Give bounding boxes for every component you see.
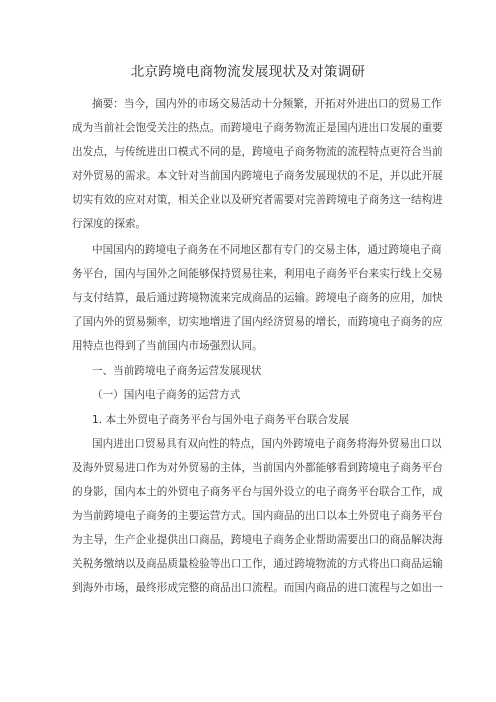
document-title: 北京跨境电商物流发展现状及对策调研 <box>130 64 366 80</box>
subsection-heading: （一）国内电子商务的运营方式 <box>92 389 241 401</box>
subsubsection-heading: 1. 本土外贸电子商务平台与国外电子商务平台联合发展 <box>92 414 350 426</box>
abstract-line: 对外贸易的需求。本文针对当前国内跨境电子商务发展现状的不足，并以此开展 <box>72 170 443 182</box>
paragraph-line: 到海外市场，最终形成完整的商品出口流程。而国内商品的进口流程与之如出一 <box>72 582 443 594</box>
abstract-line: 行深度的探索。 <box>72 218 147 230</box>
section-heading: 一、当前跨境电子商务运营发展现状 <box>92 365 262 377</box>
paragraph-line: 国内进出口贸易具有双向性的特点，国内外跨境电子商务将海外贸易出口以 <box>92 438 442 450</box>
abstract-line: 摘要：当今，国内外的市场交易活动十分频繁，开拓对外进出口的贸易工作 <box>92 98 442 110</box>
paragraph-line: 用特点也得到了当前国内市场强烈认同。 <box>72 340 263 352</box>
paragraph-line: 中国国内的跨境电子商务在不同地区都有专门的交易主体，通过跨境电子商 <box>92 244 442 256</box>
abstract-line: 成为当前社会饱受关注的热点。而跨境电子商务物流正是国内进出口发展的重要 <box>72 122 443 134</box>
paragraph-line: 关税务缴纳以及商品质量检验等出口工作，通过跨境物流的方式将出口商品运输 <box>72 558 443 570</box>
paragraph-line: 及海外贸易进口作为对外贸易的主体，当前国内外都能够看到跨境电子商务平台 <box>72 462 443 474</box>
paragraph-line: 了国内外的贸易频率，切实地增进了国内经济贸易的增长，而跨境电子商务的应 <box>72 316 443 328</box>
paragraph-line: 与支付结算，最后通过跨境物流来完成商品的运输。跨境电子商务的应用，加快 <box>72 292 443 304</box>
paragraph-line: 为主导，生产企业提供出口商品，跨境电子商务企业帮助需要出口的商品解决海 <box>72 534 443 546</box>
abstract-line: 切实有效的应对对策，相关企业以及研究者需要对完善跨境电子商务这一结构进 <box>72 194 443 206</box>
paragraph-line: 的身影，国内本土的外贸电子商务平台与国外设立的电子商务平台联合工作，成 <box>72 486 443 498</box>
abstract-line: 出发点，与传统进出口模式不同的是，跨境电子商务物流的流程特点更符合当前 <box>72 146 443 158</box>
paragraph-line: 为当前跨境电子商务的主要运营方式。国内商品的出口以本土外贸电子商务平台 <box>72 510 443 522</box>
paragraph-line: 务平台，国内与国外之间能够保持贸易往来，利用电子商务平台来实行线上交易 <box>72 268 443 280</box>
